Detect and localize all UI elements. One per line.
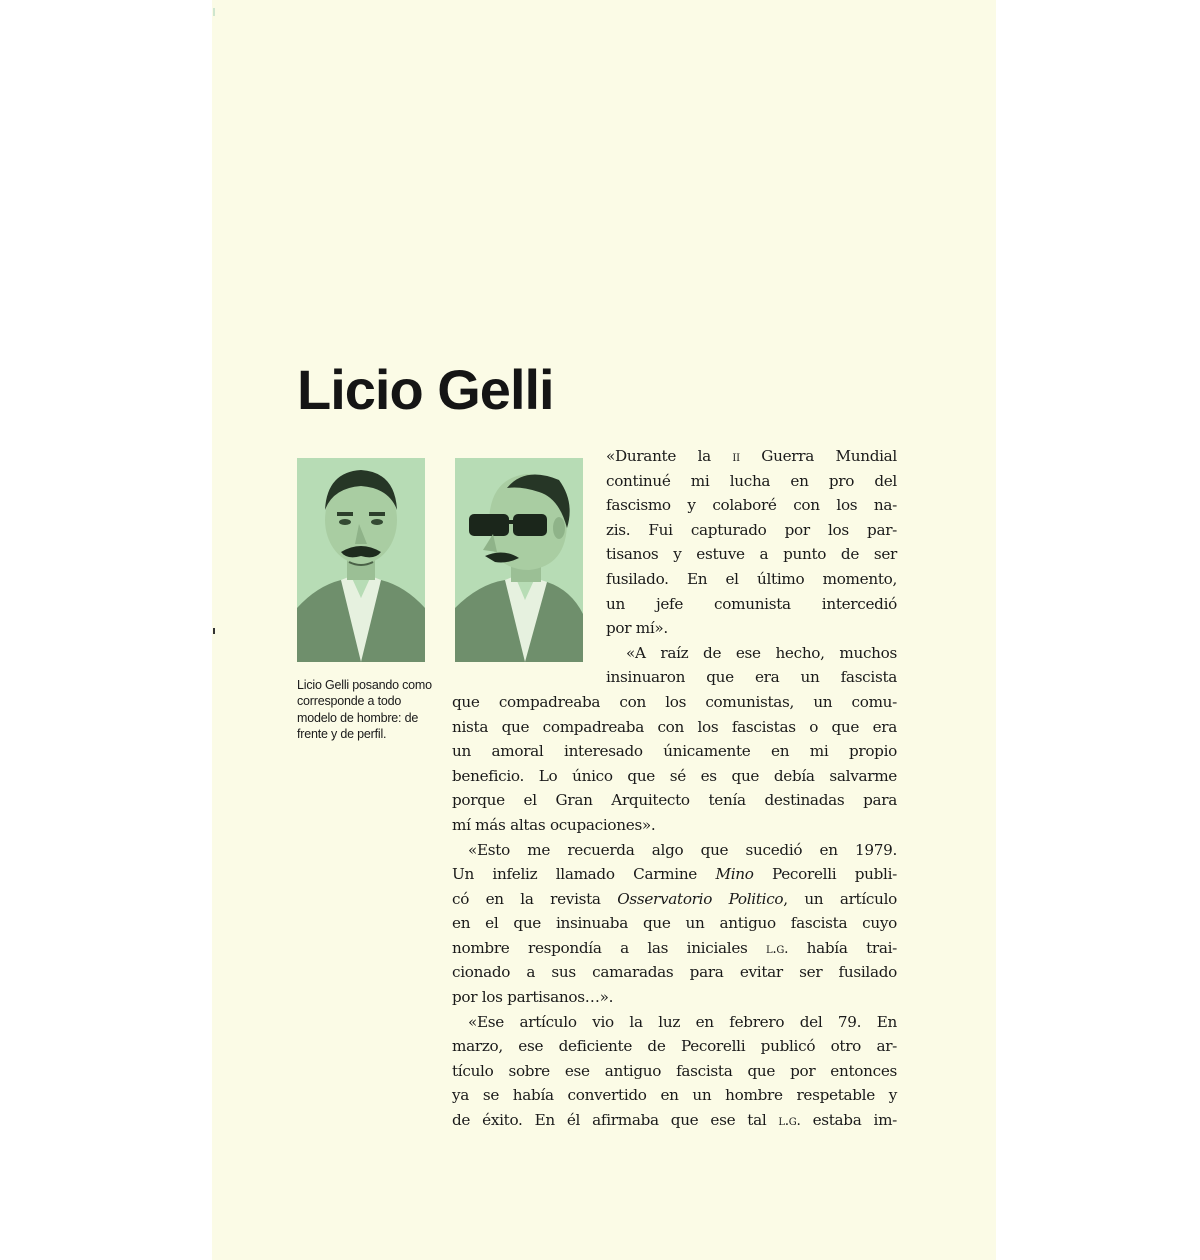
portrait-front-photo	[297, 458, 425, 662]
text-line: nombre respondía a las iniciales l.g. había trai-	[452, 938, 897, 957]
text-line: cionado a sus camaradas para evitar ser fusilado	[452, 963, 897, 982]
text-line: có en la revista Osservatorio Politico, un artículo	[452, 889, 897, 908]
text-line: un jefe comunista intercedió	[606, 594, 897, 613]
article-body	[452, 444, 897, 1133]
text-line: en el que insinuaba que un antiguo fascista cuyo	[452, 914, 897, 933]
text-line: insinuaron que era un fascista	[606, 668, 897, 687]
text-line: Un infeliz llamado Carmine Mino Pecorelli publi-	[452, 865, 898, 884]
text-line: por mí».	[606, 619, 668, 638]
text-line: de éxito. En él afirmaba que ese tal l.g. estaba im-	[452, 1111, 897, 1130]
text-line: beneficio. Lo único que sé es que debía salvarme	[452, 766, 897, 785]
text-line: «A raíz de ese hecho, muchos	[626, 643, 897, 662]
paragraph-4	[452, 1010, 897, 1133]
paragraph-3	[452, 838, 897, 1010]
text-line: «Esto me recuerda algo que sucedió en 1979.	[468, 840, 897, 859]
text-line: por los partisanos…».	[452, 988, 614, 1007]
photo-caption: Licio Gelli posando como corresponde a todo modelo de hombre: de frente y de perfil.	[297, 678, 432, 742]
text-line: ya se había convertido en un hombre respetable y	[452, 1086, 897, 1105]
text-line: que compadreaba con los comunistas, un comu-	[452, 692, 897, 711]
text-line: fusilado. En el último momento,	[606, 569, 897, 588]
text-line: porque el Gran Arquitecto tenía destinadas para	[452, 791, 897, 810]
scan-mark-top	[213, 8, 215, 16]
page-title: Licio Gelli	[297, 358, 554, 421]
text-line: fascismo y colaboré con los na-	[606, 496, 897, 515]
text-line: mí más altas ocupaciones».	[452, 815, 656, 834]
text-line: «Durante la ii Guerra Mundial	[606, 447, 897, 465]
text-line: tisanos y estuve a punto de ser	[606, 545, 897, 564]
text-line: tículo sobre ese antiguo fascista que por entonces	[452, 1061, 897, 1080]
paragraph-1	[452, 444, 897, 641]
scan-mark-left	[213, 628, 215, 634]
text-line: marzo, ese deficiente de Pecorelli publicó otro ar-	[452, 1037, 897, 1056]
text-line: «Ese artículo vio la luz en febrero del 79. En	[468, 1012, 897, 1031]
text-line: continué mi lucha en pro del	[606, 471, 897, 490]
text-line: zis. Fui capturado por los par-	[606, 520, 897, 539]
paragraph-2	[452, 641, 897, 838]
text-line: nista que compadreaba con los fascistas o que era	[452, 717, 897, 736]
text-line: un amoral interesado únicamente en mi propio	[452, 742, 897, 761]
